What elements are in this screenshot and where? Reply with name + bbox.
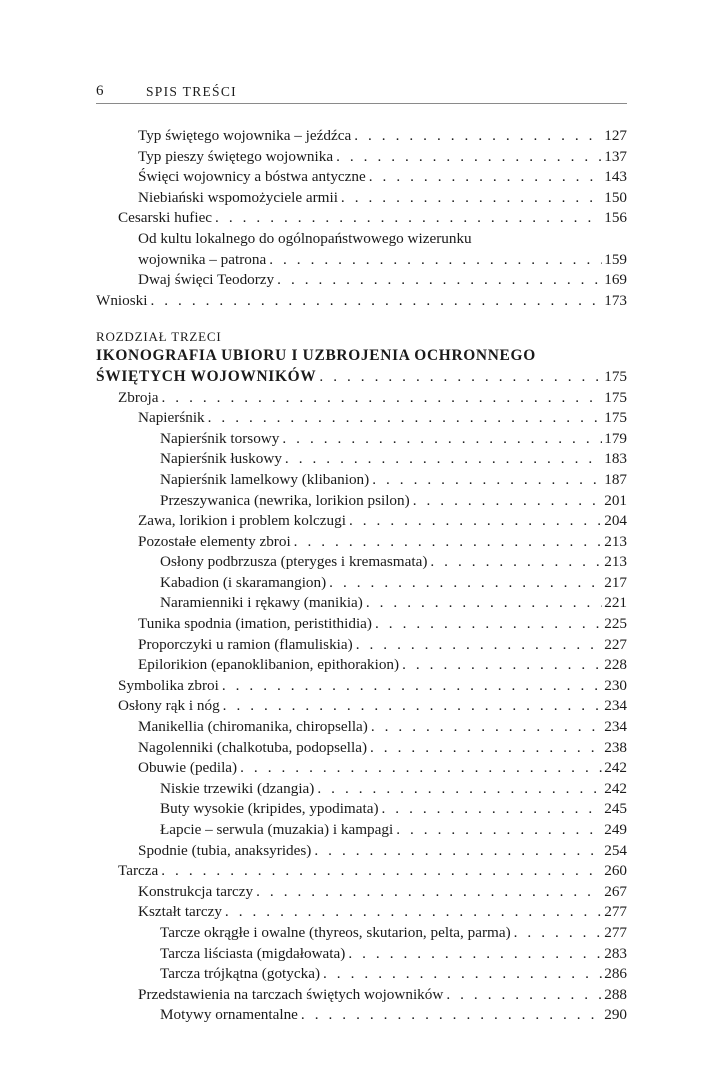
- toc-entry-text: Napierśnik łuskowy: [160, 450, 282, 468]
- toc-entry-text: Buty wysokie (kripides, ypodimata): [160, 800, 379, 818]
- toc-entry-page: 213: [604, 532, 627, 550]
- chapter-label: ROZDZIAŁ TRZECI: [96, 329, 222, 345]
- leader-dots: [363, 593, 602, 614]
- leader-dots: [399, 655, 602, 676]
- leader-dots: [205, 408, 602, 429]
- leader-dots: [219, 676, 602, 697]
- leader-dots: [253, 882, 602, 903]
- toc-entry: [96, 511, 627, 532]
- chapter-title-line-1: IKONOGRAFIA UBIORU I UZBROJENIA OCHRONNEGO: [96, 347, 536, 365]
- toc-entry-page: 288: [604, 985, 627, 1003]
- toc-entry: [96, 841, 627, 862]
- toc-entry: [96, 738, 627, 759]
- leader-dots: [158, 861, 602, 882]
- toc-entry-text: Obuwie (pedila): [138, 759, 238, 777]
- toc-entry-page: 183: [604, 450, 627, 468]
- leader-dots: [298, 1005, 602, 1026]
- toc-entry-page: 213: [604, 553, 627, 571]
- toc-entry: [96, 208, 627, 229]
- toc-entry-page: 137: [604, 147, 627, 165]
- toc-entry: [96, 491, 627, 512]
- toc-entry-text: Nagolenniki (chalkotuba, podopsella): [138, 738, 368, 756]
- toc-entry: [96, 861, 627, 882]
- toc-entry-page: 254: [604, 841, 627, 859]
- toc-entry: [96, 635, 627, 656]
- chapter-title-line-2: [96, 367, 627, 388]
- toc-entry-page: 225: [604, 615, 627, 633]
- toc-entry-text: Epilorikion (epanoklibanion, epithorakion): [138, 656, 400, 674]
- toc-entry-text: Niskie trzewiki (dzangia): [160, 779, 315, 797]
- toc-entry-page: 156: [604, 209, 627, 227]
- toc-entry: [96, 902, 627, 923]
- toc-entry-text: Święci wojownicy a bóstwa antyczne: [138, 168, 366, 186]
- leader-dots: [372, 614, 602, 635]
- toc-entry-text: Tarcze okrągłe i owalne (thyreos, skutarion, pelta, parma): [160, 923, 511, 941]
- toc-entry: [96, 291, 627, 312]
- toc-entry-text: Spodnie (tubia, anaksyrides): [138, 841, 312, 859]
- toc-entry: [96, 696, 627, 717]
- toc-entry: [96, 820, 627, 841]
- toc-entry-text: Tunika spodnia (imation, peristithidia): [138, 615, 372, 633]
- toc-entry-text: Osłony podbrzusza (pteryges i kremasmata): [160, 553, 428, 571]
- toc-entry: [96, 985, 627, 1006]
- toc-entry-page: 169: [604, 271, 627, 289]
- toc-entry-page: 260: [604, 862, 627, 880]
- toc-entry: [96, 799, 627, 820]
- toc-entry: [96, 188, 627, 209]
- toc-entry: [96, 944, 627, 965]
- toc-entry: [96, 964, 627, 985]
- toc-entry-text: Napierśnik lamelkowy (klibanion): [160, 470, 370, 488]
- toc-entry-text: Pozostałe elementy zbroi: [138, 532, 291, 550]
- toc-entry-text: Wnioski: [96, 291, 148, 309]
- toc-entry-page: 283: [604, 944, 627, 962]
- leader-dots: [274, 270, 602, 291]
- toc-entry-text: Zbroja: [118, 388, 159, 406]
- toc-entry-page: 175: [604, 388, 627, 406]
- toc-entry-text: Osłony rąk i nóg: [118, 697, 220, 715]
- toc-entry-text: Kształt tarczy: [138, 903, 222, 921]
- toc-entry-page: 290: [604, 1006, 627, 1024]
- running-header: [96, 83, 627, 104]
- toc-entry: [96, 429, 627, 450]
- leader-dots: [351, 126, 602, 147]
- toc-entry-page: 201: [604, 491, 627, 509]
- leader-dots: [266, 250, 602, 271]
- toc-entry-text: Niebiański wspomożyciele armii: [138, 188, 338, 206]
- toc-entry-page: 150: [604, 188, 627, 206]
- leader-dots: [427, 552, 602, 573]
- toc-entry: [96, 470, 627, 491]
- leader-dots: [366, 167, 602, 188]
- toc-entry-page: 127: [604, 127, 627, 144]
- leader-dots: [279, 429, 602, 450]
- leader-dots: [237, 758, 602, 779]
- toc-entry: [96, 923, 627, 944]
- leader-dots: [282, 449, 602, 470]
- toc-entry: [96, 126, 627, 147]
- leader-dots: [410, 491, 602, 512]
- toc-entry-page: 277: [604, 903, 627, 921]
- toc-entry: [96, 758, 627, 779]
- toc-entry: [96, 388, 627, 409]
- toc-entry-text: Od kultu lokalnego do ogólnopaństwowego wizerunku: [138, 229, 472, 247]
- toc-entry-page: 245: [604, 800, 627, 818]
- chapter-page: 175: [604, 367, 627, 385]
- leader-dots: [443, 985, 602, 1006]
- toc-entry-page: 267: [604, 882, 627, 900]
- toc-entry: [96, 147, 627, 168]
- toc-entry-line: [96, 250, 627, 271]
- toc-entry: [96, 408, 627, 429]
- toc-entry-text: Proporczyki u ramion (flamuliskia): [138, 635, 353, 653]
- toc-entry: [96, 552, 627, 573]
- leader-dots: [220, 696, 602, 717]
- toc-entry-text: Manikellia (chiromanika, chiropsella): [138, 718, 368, 736]
- toc-entry-page: 175: [604, 409, 627, 427]
- leader-dots: [333, 147, 602, 168]
- toc-entry-wrapped: [96, 229, 627, 270]
- toc-entry-page: 143: [604, 168, 627, 186]
- toc-group-chapter: [96, 388, 627, 1026]
- toc-entry-text: wojownika – patrona: [138, 250, 267, 268]
- table-of-contents: [96, 126, 627, 1026]
- page-number: 6: [96, 83, 104, 99]
- toc-entry: [96, 882, 627, 903]
- leader-dots: [511, 923, 602, 944]
- leader-dots: [314, 779, 602, 800]
- chapter-title-text: ŚWIĘTYCH WOJOWNIKÓW: [96, 367, 317, 385]
- leader-dots: [379, 799, 603, 820]
- toc-entry: [96, 573, 627, 594]
- toc-entry-page: 179: [604, 429, 627, 447]
- leader-dots: [369, 470, 602, 491]
- leader-dots: [222, 902, 602, 923]
- toc-entry-text: Łapcie – serwula (muzakia) i kampagi: [160, 821, 394, 838]
- leader-dots: [291, 532, 602, 553]
- toc-entry-page: 159: [604, 250, 627, 268]
- toc-entry: [96, 532, 627, 553]
- toc-entry-page: 242: [604, 779, 627, 797]
- toc-entry-text: Tarcza liściasta (migdałowata): [160, 944, 346, 962]
- toc-entry-page: 249: [604, 821, 627, 838]
- toc-entry-text: Zawa, lorikion i problem kolczugi: [138, 512, 346, 530]
- leader-dots: [345, 944, 602, 965]
- leader-dots: [393, 820, 602, 841]
- toc-entry-text: Kabadion (i skaramangion): [160, 573, 327, 591]
- toc-entry: [96, 1005, 627, 1026]
- toc-entry-page: 227: [604, 635, 627, 653]
- leader-dots: [320, 964, 602, 985]
- toc-entry-text: Dwaj święci Teodorzy: [138, 271, 275, 289]
- leader-dots: [147, 291, 602, 312]
- leader-dots: [367, 738, 602, 759]
- toc-entry-page: 238: [604, 738, 627, 756]
- leader-dots: [338, 188, 602, 209]
- toc-entry: [96, 167, 627, 188]
- toc-entry-text: Typ pieszy świętego wojownika: [138, 147, 334, 165]
- toc-entry-text: Napierśnik torsowy: [160, 429, 280, 447]
- toc-entry-text: Symbolika zbroi: [118, 676, 219, 694]
- toc-entry-page: 173: [604, 291, 627, 309]
- leader-dots: [158, 388, 602, 409]
- running-title: SPIS TREŚCI: [146, 84, 237, 99]
- toc-entry: [96, 593, 627, 614]
- leader-dots: [212, 208, 602, 229]
- toc-group-top: [96, 126, 627, 229]
- toc-entry: [96, 717, 627, 738]
- toc-entry-text: Cesarski hufiec: [118, 209, 213, 227]
- toc-entry-page: 228: [604, 656, 627, 674]
- toc-entry-page: 217: [604, 573, 627, 591]
- toc-entry-text: Naramienniki i rękawy (manikia): [160, 594, 363, 612]
- toc-entry-text: Przeszywanica (newrika, lorikion psilon): [160, 491, 410, 509]
- toc-entry: [96, 614, 627, 635]
- toc-entry: [96, 779, 627, 800]
- leader-dots: [346, 511, 602, 532]
- toc-entry-text: Motywy ornamentalne: [160, 1006, 298, 1024]
- toc-entry-text: Tarcza trójkątna (gotycka): [160, 965, 321, 983]
- toc-entry-page: 204: [604, 512, 627, 530]
- leader-dots: [326, 573, 602, 594]
- toc-entry-page: 230: [604, 676, 627, 694]
- leader-dots: [368, 717, 602, 738]
- toc-entry-page: 277: [604, 923, 627, 941]
- toc-entry-text: Typ świętego wojownika – jeźdźca: [138, 127, 352, 144]
- toc-entry-text: Przedstawienia na tarczach świętych wojowników: [138, 985, 444, 1003]
- toc-entry-page: 187: [604, 470, 627, 488]
- toc-entry-page: 242: [604, 759, 627, 777]
- toc-entry-page: 286: [604, 965, 627, 983]
- toc-entry-page: 234: [604, 697, 627, 715]
- toc-entry: [96, 449, 627, 470]
- toc-entry: [96, 655, 627, 676]
- toc-entry-text: Napierśnik: [138, 409, 205, 427]
- toc-entry-line: [96, 229, 627, 250]
- toc-entry-page: 234: [604, 718, 627, 736]
- leader-dots: [311, 841, 602, 862]
- toc-entry: [96, 676, 627, 697]
- toc-entry-page: 221: [604, 594, 627, 612]
- toc-group-mid: [96, 270, 627, 311]
- toc-entry: [96, 270, 627, 291]
- leader-dots: [353, 635, 602, 656]
- leader-dots: [316, 367, 602, 388]
- toc-entry-text: Tarcza: [118, 862, 159, 880]
- toc-entry-text: Konstrukcja tarczy: [138, 882, 254, 900]
